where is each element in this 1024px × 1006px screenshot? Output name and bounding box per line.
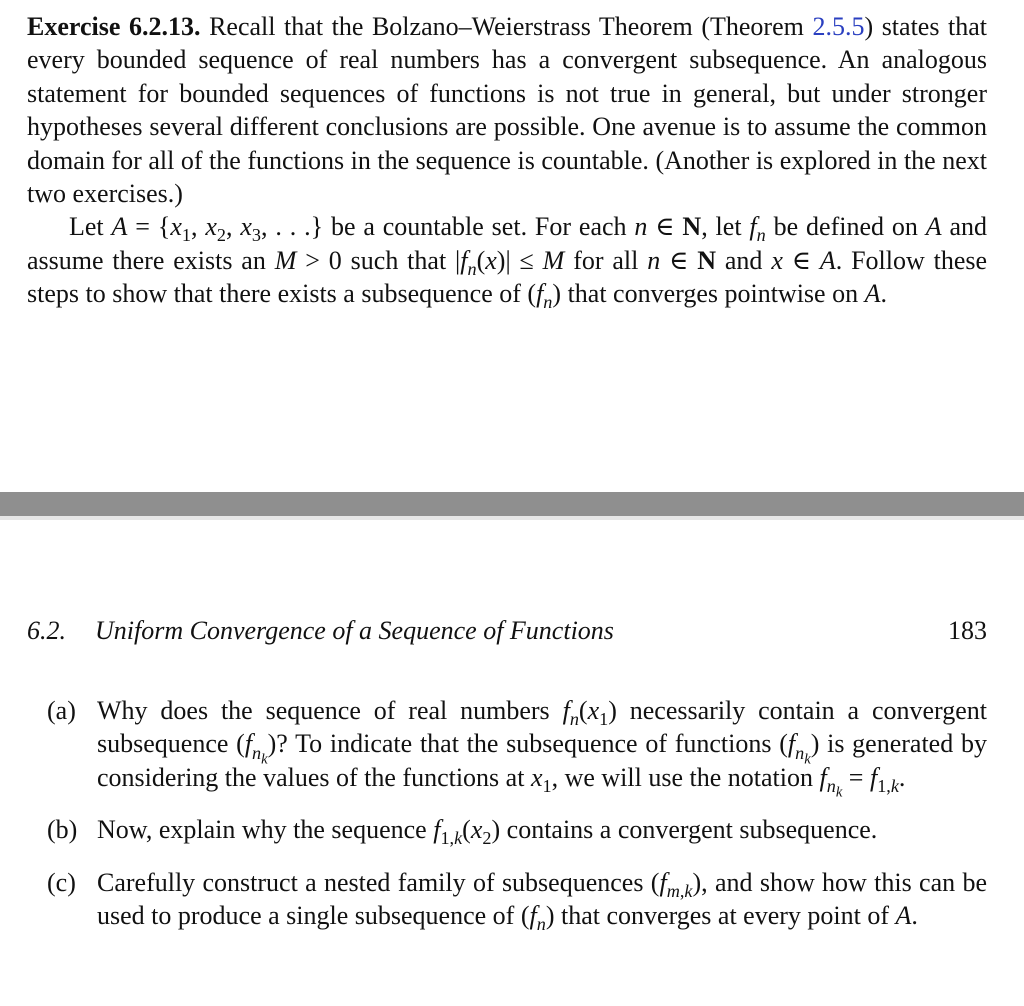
exercise-part-b: (b) Now, explain why the sequence $f_{1,k}(x_2)$ contains a convergent subsequence. xyxy=(47,815,878,849)
part-a-text-5: , we will use the notation xyxy=(551,762,813,792)
setup-text-e: and assume there exists an xyxy=(27,212,988,275)
part-c-text-2: , and show how this can be used to produce a single subsequence of xyxy=(97,867,987,931)
math-set-a: A xyxy=(111,212,128,242)
setup-text-i: . Follow these steps to show that there exists a subsequence of xyxy=(27,245,988,309)
part-a-text-6: . xyxy=(898,762,906,792)
setup-text-c: , let xyxy=(701,212,742,242)
part-c-text-1: Carefully construct a nested family of subsequences xyxy=(97,867,644,897)
part-label: (a) xyxy=(47,696,76,725)
exercise-setup-paragraph: Let $A = \{x_1$, $x_2$, $x_3$, . . .} be a countable set. For each n ∈ N, let $f_n$ be defined on A and assume there exists an M > 0 such that $|f_n(x)| \le M$ for all n ∈ N and x ∈ A. Follow these steps to show that there exists a subsequence of $(f_n)$ that converges pointwise on A. xyxy=(27,212,988,313)
exercise-text xyxy=(27,10,987,311)
exercise-parts-list xyxy=(27,694,987,951)
page-number: 183 xyxy=(948,616,987,645)
setup-text-f: such that xyxy=(350,245,447,275)
math-bound: $f_n$ xyxy=(460,245,477,280)
part-c-text-4: . xyxy=(911,901,918,931)
math-fmk: f xyxy=(659,867,667,897)
part-label: (b) xyxy=(47,815,78,845)
part-label: (c) xyxy=(47,867,76,897)
section-title: Uniform Convergence of a Sequence of Functions xyxy=(95,616,614,645)
math-fn-x1: $f_n$ xyxy=(562,696,579,730)
math-m-positive: M xyxy=(274,245,297,275)
setup-text-j: that converges pointwise on xyxy=(567,279,859,309)
setup-text-h: and xyxy=(724,245,763,275)
math-n-in-n: n xyxy=(634,212,648,242)
running-head xyxy=(27,614,987,648)
exercise-part-a: (a) Why does the sequence of real numbers $f_n(x_1)$ necessarily contain a convergent subsequence $(f_{n_k})$? To indicate that the subsequence of functions $(f_{n_k})$ is generated by considering the values of the functions at $x_1$, we will use the notation $f_{n_k} = f_{1,k}$. xyxy=(47,696,988,801)
intro-text-2: ) states that every bounded sequence of real numbers has a convergent subsequence. An analogous statement for bounded sequences of functions is not true in general, but under stronger hypotheses several different conclusions are possible. One avenue is to assume the common domain for all of the functions in the sequence is countable. (Another is explored in the next two exercises.) xyxy=(27,12,988,209)
part-a-text-1: Why does the sequence of real numbers xyxy=(97,696,550,725)
part-b-text-1: Now, explain why the sequence xyxy=(97,815,427,845)
part-a-text-3: ? To indicate that the subsequence of functions xyxy=(276,729,772,759)
math-fn: $f_n$ xyxy=(749,212,766,246)
setup-text-b: be a countable set. For each xyxy=(330,212,627,242)
setup-text-g: for all xyxy=(573,245,639,275)
page-separator xyxy=(0,492,1024,516)
exercise-intro-paragraph xyxy=(27,10,987,210)
part-a-text-2: necessarily contain a convergent subsequence xyxy=(97,696,988,759)
theorem-reference-link[interactable]: 2.5.5 xyxy=(812,12,865,41)
part-c-text-3: that converges at every point of xyxy=(561,901,890,931)
part-a-text-4: is generated by considering the values of the functions at xyxy=(97,729,987,792)
top-page xyxy=(0,0,1024,492)
intro-text-1: Recall that the Bolzano–Weierstrass Theorem (Theorem xyxy=(209,12,804,41)
section-number: 6.2. xyxy=(27,616,66,645)
math-notation: $f_{n_k}$ xyxy=(819,762,843,801)
setup-text-k: . xyxy=(880,279,887,309)
math-f1k-x2: f xyxy=(433,815,441,845)
setup-text-a: Let xyxy=(69,212,104,242)
exercise-label: Exercise 6.2.13. xyxy=(27,12,201,41)
part-b-text-2: contains a convergent subsequence. xyxy=(506,815,878,845)
exercise-part-c: (c) Carefully construct a nested family of subsequences $(f_{m,k})$, and show how this can be used to produce a single subsequence of $(f_n)$ that converges at every point of A. xyxy=(47,867,987,935)
setup-text-d: be defined on xyxy=(773,212,918,242)
